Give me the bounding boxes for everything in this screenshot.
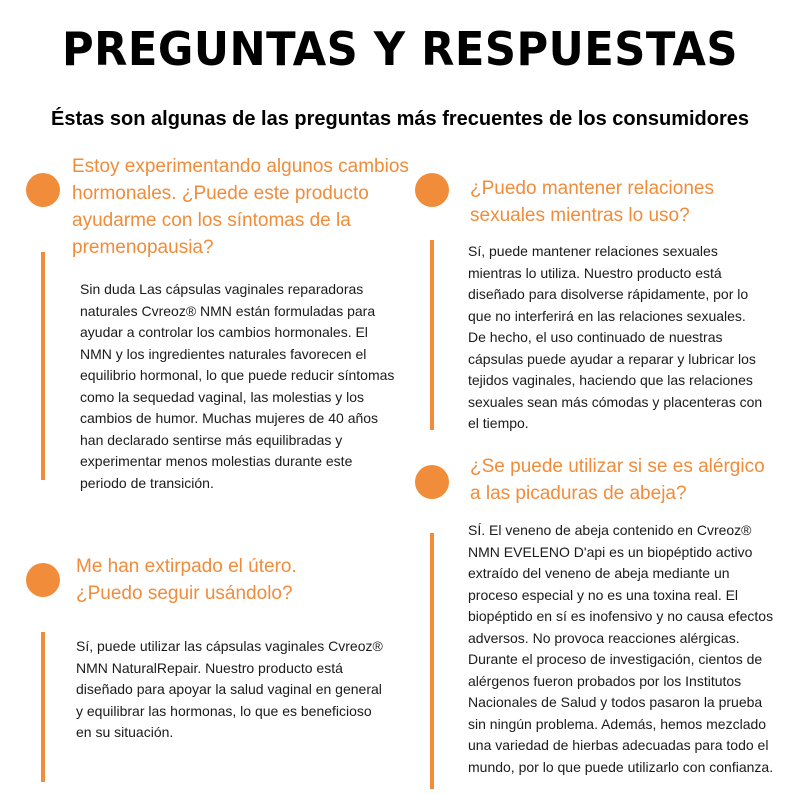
faq-question-bee-allergy: ¿Se puede utilizar si se es alérgico a las picaduras de abeja?	[470, 456, 765, 504]
bullet-dot-icon	[415, 465, 449, 499]
faq-answer-uterus: Sí, puede utilizar las cápsulas vaginales Cvreoz® NMN NaturalRepair. Nuestro producto está diseñado para apoyar la salud vaginal en general y equilibrar las hormonas, lo que es beneficioso en su situación.	[76, 638, 383, 740]
answer-divider	[430, 533, 434, 789]
page-title: PREGUNTAS Y RESPUESTAS	[61, 22, 739, 76]
faq-answer-sex: Sí, puede mantener relaciones sexuales mientras lo utiliza. Nuestro producto está diseñado para disolverse rápidamente, por lo que no interferirá en las relaciones sexuales. De hecho, el uso continuado de nuestras cápsulas puede ayudar a reparar y lubricar los tejidos vaginales, haciendo que las relaciones sexuales sean más cómodas y placenteras con el tiempo.	[468, 243, 763, 431]
faq-question-uterus: Me han extirpado el útero. ¿Puedo seguir usándolo?	[76, 556, 297, 604]
bullet-dot-icon	[26, 563, 60, 597]
faq-question-premenopause: Estoy experimentando algunos cambios hormonales. ¿Puede este producto ayudarme con los síntomas de la premenopausia?	[72, 156, 409, 258]
bullet-dot-icon	[26, 173, 60, 207]
answer-divider	[41, 632, 45, 782]
faq-answer-bee-allergy: SÍ. El veneno de abeja contenido en Cvreoz® NMN EVELENO D'api es un biopéptido activo extraído del veneno de abeja mediante un proceso especial y no es una toxina real. El biopéptido en sí es inofensivo y no causa efectos adversos. No provoca reacciones alérgicas. Durante el proceso de investigación, cientos de alérgenos fueron probados por los Institutos Nacionales de Salud y todos pasaron la prueba sin ningún problema. Además, hemos mezclado una variedad de hierbas adecuadas para todo el mundo, por lo que puede utilizarlo con confianza.	[468, 522, 774, 775]
answer-divider	[430, 240, 434, 430]
answer-divider	[41, 252, 45, 480]
faq-question-sex: ¿Puedo mantener relaciones sexuales mientras lo uso?	[470, 178, 714, 226]
page-subtitle: Éstas son algunas de las preguntas más frecuentes de los consumidores	[50, 108, 749, 130]
faq-answer-premenopause: Sin duda Las cápsulas vaginales reparadoras naturales Cvreoz® NMN están formuladas para ayudar a controlar los cambios hormonales. El NMN y los ingredientes naturales favorecen el equilibrio hormonal, lo que puede reducir síntomas como la sequedad vaginal, las molestias y los cambios de humor. Muchas mujeres de 40 años han declarado sentirse más equilibradas y experimentar menos molestias durante este periodo de transición.	[80, 281, 395, 491]
bullet-dot-icon	[415, 173, 449, 207]
